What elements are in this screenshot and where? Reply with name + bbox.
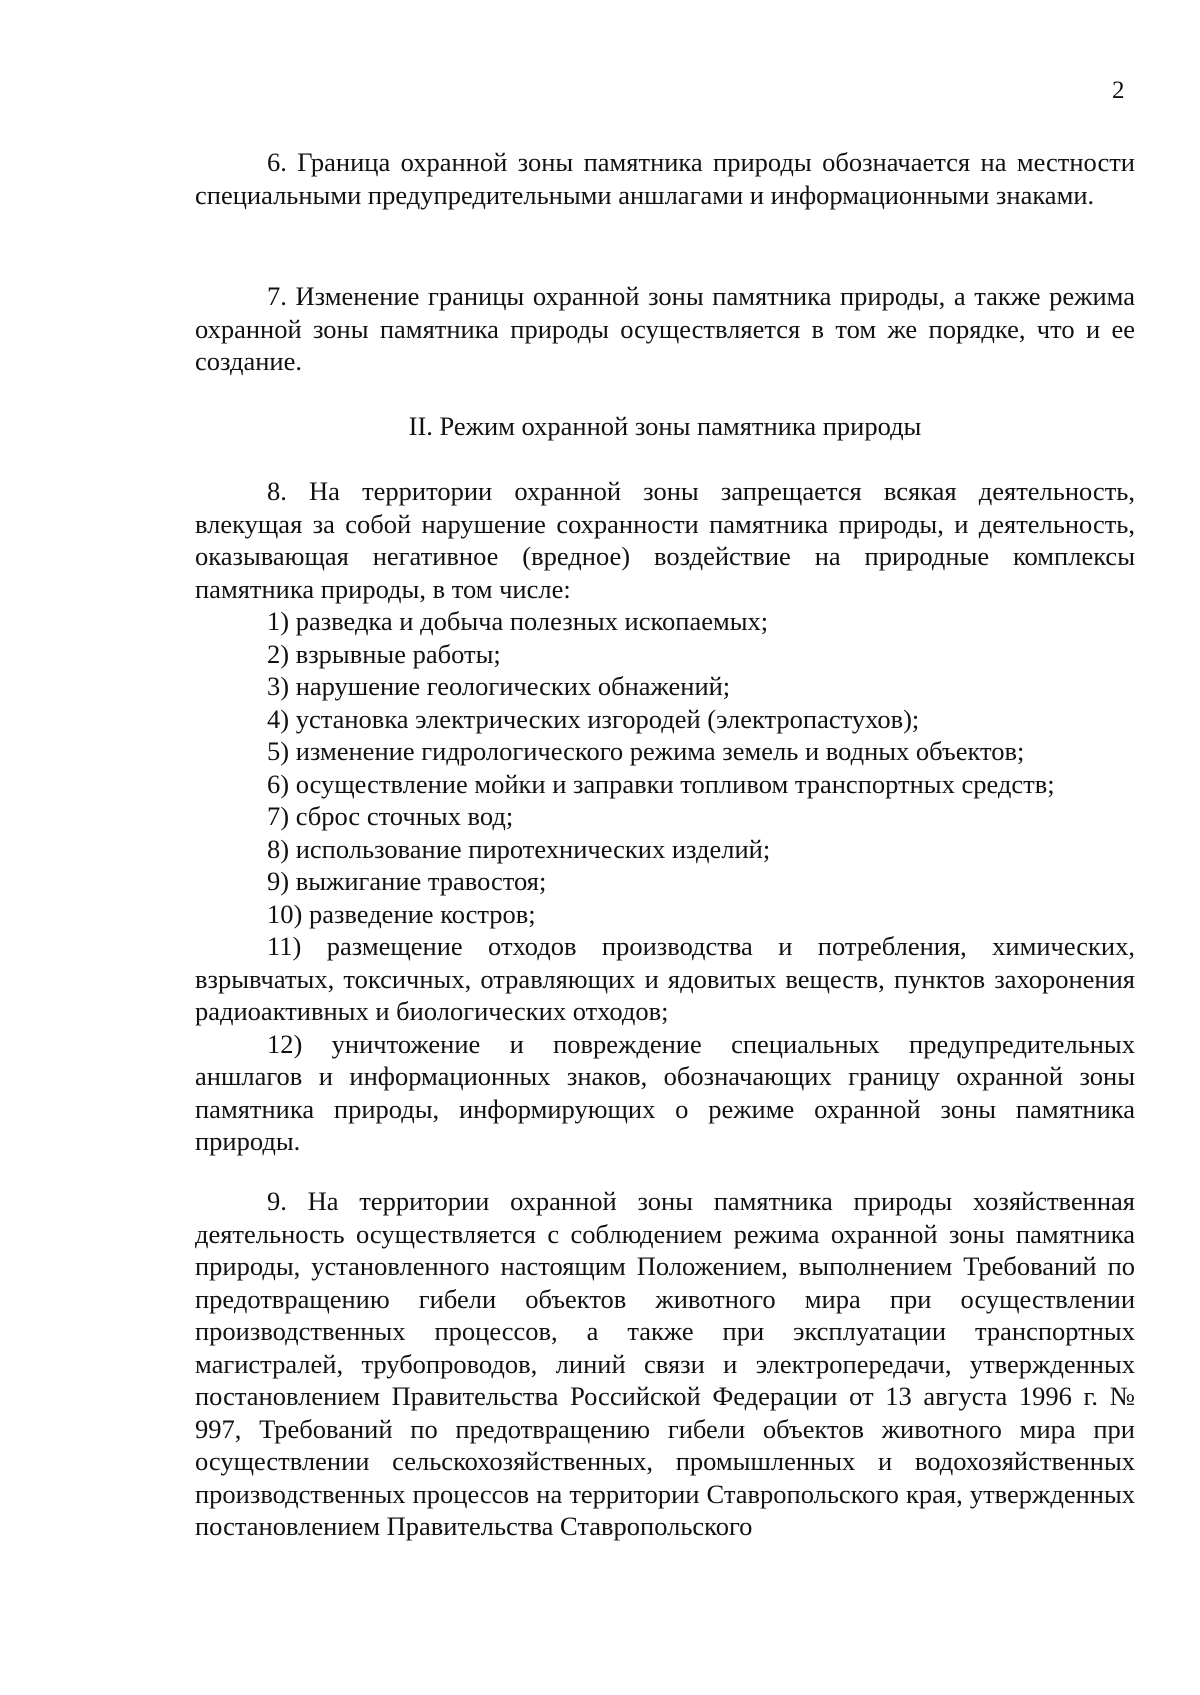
- paragraph-9: [195, 1185, 1135, 1543]
- section-heading: II. Режим охранной зоны памятника природы: [408, 411, 922, 441]
- list-item: 12) уничтожение и повреждение специальных предупредительных аншлагов и информационных знаков, обозначающих границу охранной зоны памятника природы, информирующих о режиме охранной зоны памятника природы.: [195, 1028, 1135, 1156]
- paragraph-7: [195, 280, 1135, 378]
- list-item: 9) выжигание травостоя;: [267, 866, 547, 896]
- list-item: 7) сброс сточных вод;: [267, 801, 514, 831]
- list-item: 11) размещение отходов производства и потребления, химических, взрывчатых, токсичных, отравляющих и ядовитых веществ, пунктов захоронения радиоактивных и биологических отходов;: [195, 931, 1135, 1026]
- paragraph-6-text: 6. Граница охранной зоны памятника природы обозначается на местности специальными предупредительными аншлагами и информационными знаками.: [195, 147, 1135, 210]
- list-item: 4) установка электрических изгородей (электропастухов);: [267, 703, 920, 734]
- list-item: 10) разведение костров;: [267, 898, 536, 929]
- paragraph-8-intro: 8. На территории охранной зоны запрещается всякая деятельность, влекущая за собой нарушение сохранности памятника природы, и деятельность, оказывающая негативное (вредное) воздействие на природные комплексы памятника природы, в том числе:: [195, 476, 1135, 604]
- list-item: 1) разведка и добыча полезных ископаемых;: [267, 606, 769, 636]
- list-item: 6) осуществление мойки и заправки топливом транспортных средств;: [267, 768, 1055, 799]
- list-item: 8) использование пиротехнических изделий;: [267, 833, 771, 864]
- paragraph-8: [195, 475, 1135, 1158]
- list-item: 5) изменение гидрологического режима земель и водных объектов;: [267, 736, 1025, 766]
- paragraph-7-text: 7. Изменение границы охранной зоны памятника природы, а также режима охранной зоны памятника природы осуществляется в том же порядке, что и ее создание.: [195, 281, 1135, 376]
- paragraph-6: [195, 146, 1135, 211]
- list-item: 3) нарушение геологических обнажений;: [267, 671, 731, 701]
- paragraph-9-text: 9. На территории охранной зоны памятника природы хозяйственная деятельность осуществляется с соблюдением режима охранной зоны памятника природы, установленного настоящим Положением, выполнением Требований по предотвращению гибели объектов животного мира при осуществлении производственных процессов, а также при эксплуатации транспортных магистралей, трубопроводов, линий связи и электропередачи, утвержденных постановлением Правительства Российской Федерации от 13 августа 1996 г. № 997, Требований по предотвращению гибели объектов животного мира при осуществлении сельскохозяйственных, промышленных и водохозяйственных производственных процессов на территории Ставропольского края, утвержденных постановлением Правительства Ставропольского: [195, 1186, 1135, 1541]
- page-number: 2: [1112, 77, 1125, 104]
- list-item: 2) взрывные работы;: [267, 638, 501, 669]
